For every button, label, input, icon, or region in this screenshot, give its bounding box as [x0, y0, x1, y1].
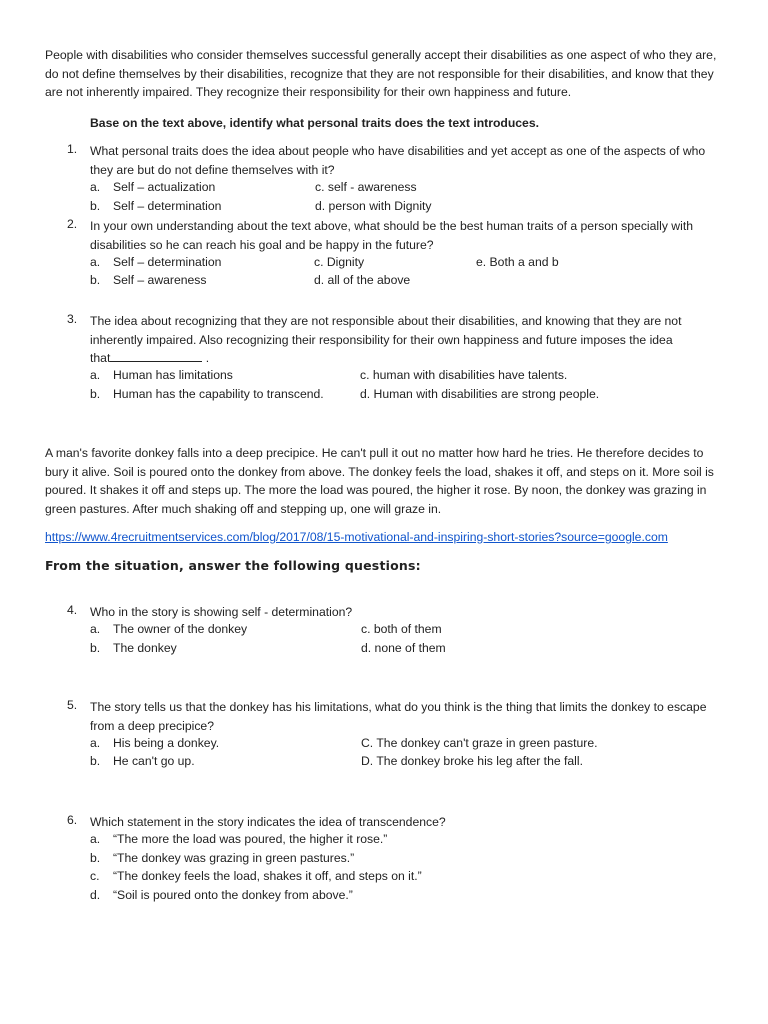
question-number: 5. [67, 698, 78, 712]
question-text [90, 312, 730, 368]
instruction-situation: From the situation, answer the following questions: [45, 558, 421, 573]
question-text-end: that [90, 351, 111, 365]
option-c: c. both of them [361, 622, 442, 636]
question-number: 4. [67, 603, 78, 617]
option-a: His being a donkey. [113, 736, 220, 750]
instruction-personal-traits: Base on the text above, identify what personal traits does the text introduces. [90, 116, 540, 130]
option-d: D. The donkey broke his leg after the fall. [361, 754, 583, 768]
option-d: “Soil is poured onto the donkey from above.” [113, 888, 353, 902]
question-text: The story tells us that the donkey has his limitations, what do you think is the thing that limits the donkey to escape from a deep precipice? [90, 700, 707, 733]
option-label: b. [90, 641, 101, 655]
option-c: c. Dignity [314, 255, 365, 269]
option-b: Self – determination [113, 199, 222, 213]
option-label: a. [90, 180, 101, 194]
question-text: Which statement in the story indicates the idea of transcendence? [90, 815, 446, 829]
question-text-tail: . [202, 351, 210, 365]
option-c: “The donkey feels the load, shakes it off, and steps on it.” [113, 869, 422, 883]
option-d: d. person with Dignity [315, 199, 432, 213]
option-label: b. [90, 387, 101, 401]
option-label: b. [90, 273, 101, 287]
option-b: The donkey [113, 641, 177, 655]
question-number: 2. [67, 217, 78, 231]
question-number: 1. [67, 142, 78, 156]
option-label: c. [90, 869, 100, 883]
option-d: d. Human with disabilities are strong people. [360, 387, 600, 401]
question-text-body: The idea about recognizing that they are not responsible about their disabilities, and knowing that they are not inherently impaired. Also recognizing their responsibility for their own happiness and future imposes the idea [90, 314, 682, 347]
option-label: a. [90, 832, 101, 846]
option-e: e. Both a and b [476, 255, 559, 269]
option-label: b. [90, 851, 101, 865]
option-d: d. none of them [361, 641, 446, 655]
option-c: c. self - awareness [315, 180, 417, 194]
source-link[interactable]: https://www.4recruitmentservices.com/blog/2017/08/15-motivational-and-inspiring-short-stories?source=google.com [45, 530, 668, 544]
option-a: Human has limitations [113, 368, 233, 382]
option-b: Self – awareness [113, 273, 207, 287]
option-a: “The more the load was poured, the higher it rose.” [113, 832, 388, 846]
option-label: a. [90, 736, 101, 750]
option-label: a. [90, 368, 101, 382]
option-a: Self – actualization [113, 180, 216, 194]
option-label: d. [90, 888, 101, 902]
option-label: a. [90, 622, 101, 636]
option-label: a. [90, 255, 101, 269]
option-label: b. [90, 199, 101, 213]
question-text: In your own understanding about the text above, what should be the best human traits of a person specially with disabilities so he can reach his goal and be happy in the future? [90, 219, 693, 252]
option-b: “The donkey was grazing in green pastures.” [113, 851, 355, 865]
option-b: He can't go up. [113, 754, 195, 768]
answer-blank[interactable] [110, 349, 202, 362]
question-text: What personal traits does the idea about people who have disabilities and yet accept as one of the aspects of who they are but do not define themselves with it? [90, 144, 706, 177]
question-number: 6. [67, 813, 78, 827]
option-d: d. all of the above [314, 273, 411, 287]
option-label: b. [90, 754, 101, 768]
option-a: Self – determination [113, 255, 222, 269]
passage-donkey-story: A man's favorite donkey falls into a deep precipice. He can't pull it out no matter how hard he tries. He therefore decides to bury it alive. Soil is poured onto the donkey from above. The donkey feels the load, shakes it off, and steps on it. More soil is poured. It shakes it off and steps up. The more the load was poured, the higher it rose. By noon, the donkey was grazing in green pastures. After much shaking off and stepping up, one will graze in. [45, 446, 714, 516]
question-text: Who in the story is showing self - determination? [90, 605, 353, 619]
option-c: C. The donkey can't graze in green pasture. [361, 736, 598, 750]
option-c: c. human with disabilities have talents. [360, 368, 568, 382]
passage-disabilities: People with disabilities who consider themselves successful generally accept their disabilities as one aspect of who they are, do not define themselves by their disabilities, recognize that they are not responsible for their disabilities, and know that they are not inherently impaired. They recognize their responsibility for their own happiness and future. [45, 48, 717, 99]
option-b: Human has the capability to transcend. [113, 387, 324, 401]
option-a: The owner of the donkey [113, 622, 248, 636]
question-number: 3. [67, 312, 78, 326]
